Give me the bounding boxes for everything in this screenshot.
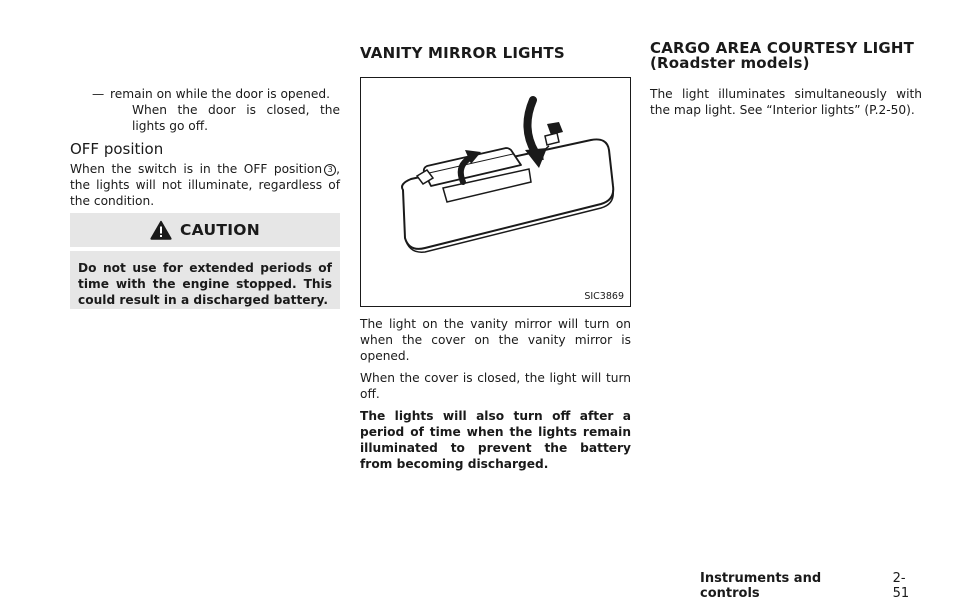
caution-title: CAUTION [179, 221, 261, 239]
cargo-area-courtesy-light-heading [650, 41, 940, 71]
sun-visor-figure [360, 77, 631, 307]
cargo-heading-line2: (Roadster models) [650, 54, 810, 72]
vanity-mirror-lights-heading: VANITY MIRROR LIGHTS [360, 44, 565, 62]
vanity-para-3: The lights will also turn off after a period of time when the lights remain illuminated to prevent the battery from becoming discharged. [360, 409, 631, 471]
dash-item-continuation: When the door is closed, the lights go off. [132, 103, 340, 133]
caution-header [70, 213, 340, 247]
warning-triangle-icon [150, 220, 172, 240]
page-footer [700, 571, 922, 601]
dash-list-item [92, 86, 340, 134]
caution-body: Do not use for extended periods of time with the engine stopped. This could result in a discharged battery. [70, 251, 340, 309]
off-text-after: , the lights will not illuminate, regardless of the condition. [70, 162, 340, 208]
circled-number-3: 3 [324, 164, 336, 176]
vanity-description [360, 316, 631, 478]
off-position-text [70, 161, 340, 209]
chapter-title: Instruments and controls [700, 571, 822, 601]
off-position-heading: OFF position [70, 140, 164, 158]
dash-bullet: — [92, 87, 105, 101]
page-number: 2-51 [892, 571, 910, 601]
vanity-para-1: The light on the vanity mirror will turn on when the cover on the vanity mirror is opened. [360, 317, 631, 363]
dash-item-first-line: remain on while the door is opened. [110, 87, 330, 101]
cargo-heading-line1: CARGO AREA COURTESY LIGHT [650, 39, 915, 57]
cargo-light-text: The light illuminates simultaneously with the map light. See “Interior lights” (P.2-50). [650, 87, 922, 117]
sun-visor-illustration [361, 78, 629, 305]
figure-label: SIC3869 [584, 291, 624, 302]
off-text-before: When the switch is in the OFF position [70, 162, 323, 176]
vanity-para-2: When the cover is closed, the light will turn off. [360, 371, 631, 401]
